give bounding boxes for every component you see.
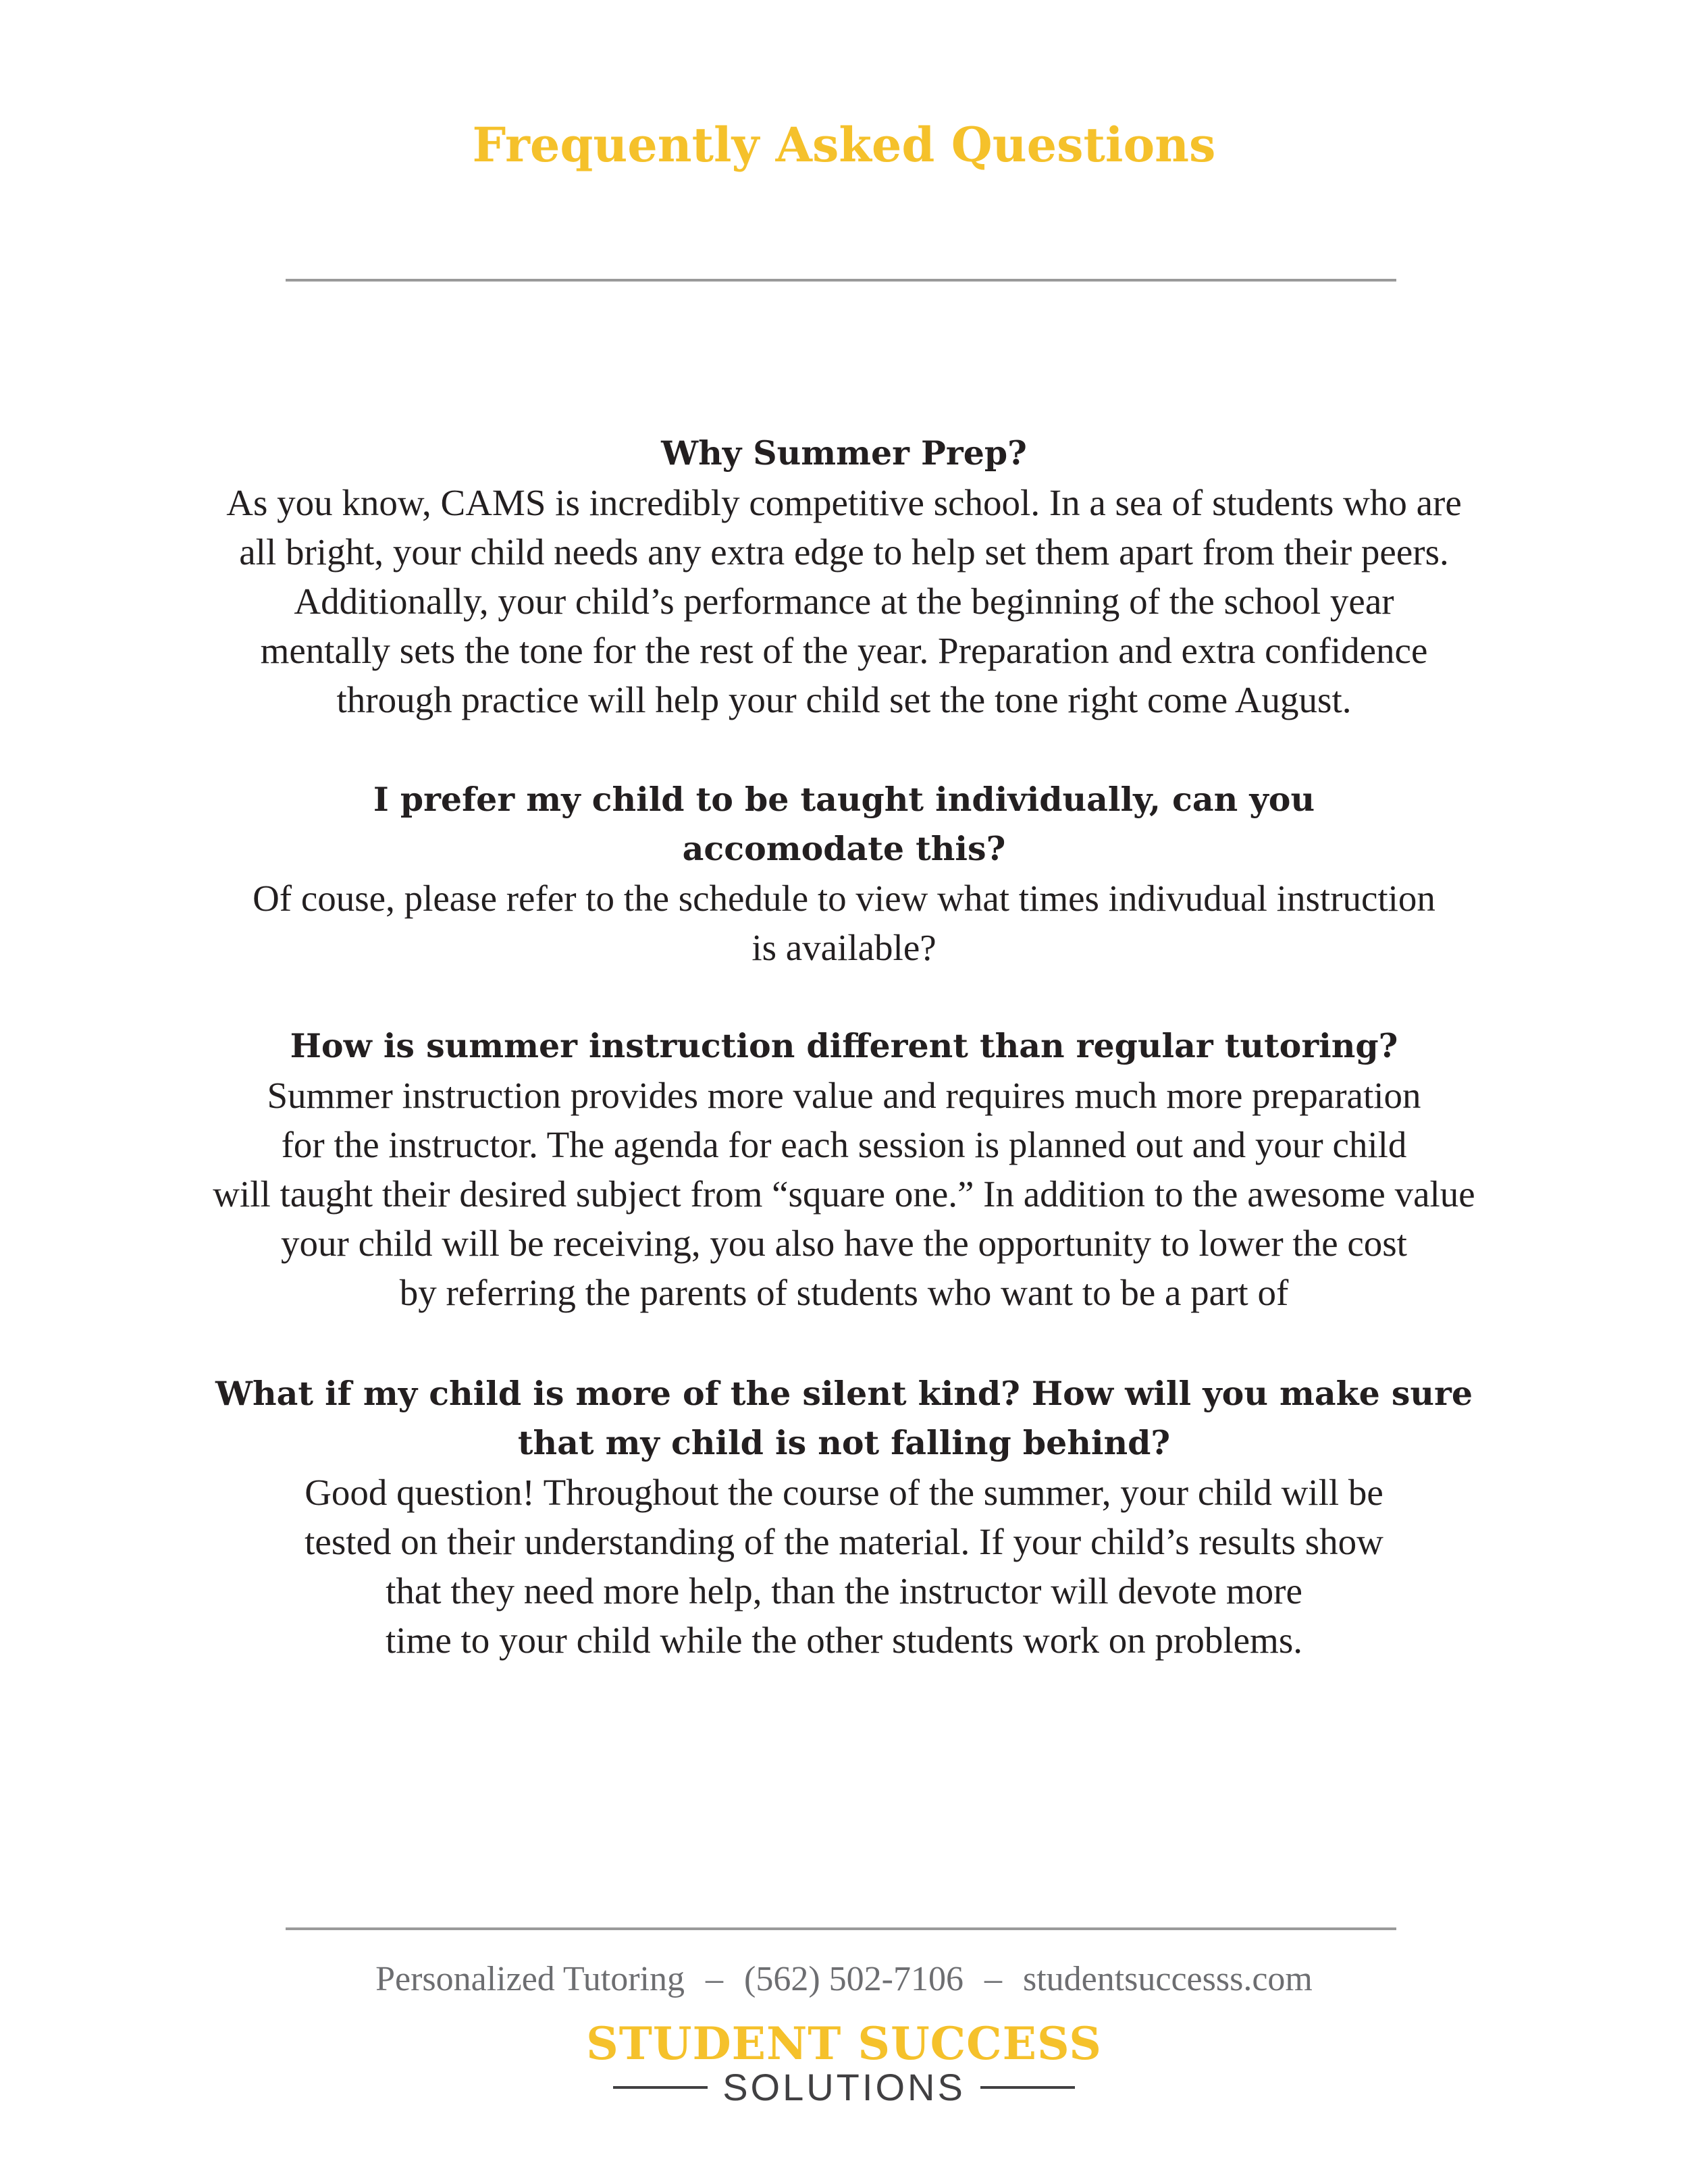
footer-website: studentsuccesss.com: [1022, 1960, 1313, 1998]
logo-line-2: SOLUTIONS: [722, 2066, 966, 2108]
faq-question: [101, 1369, 1587, 1468]
faq-answer-line: will taught their desired subject from “square one.” In addition to the awesome value: [213, 1173, 1475, 1215]
faq-question-line: I prefer my child to be taught individually, can you: [373, 780, 1315, 819]
faq-answer-line: all bright, your child needs any extra edge to help set them apart from their peers.: [239, 531, 1449, 572]
faq-item-silent-kind: [101, 1369, 1587, 1665]
faq-question: [101, 1021, 1587, 1071]
faq-answer-line: through practice will help your child set the tone right come August.: [336, 679, 1352, 720]
faq-question-line: that my child is not falling behind?: [517, 1423, 1171, 1462]
faq-answer-line: mentally sets the tone for the rest of the year. Preparation and extra confidence: [260, 630, 1428, 671]
faq-question-line: How is summer instruction different than regular tutoring?: [290, 1026, 1398, 1065]
faq-answer-line: Additionally, your child’s performance at the beginning of the school year: [294, 581, 1394, 622]
faq-answer-line: that they need more help, than the instructor will devote more: [386, 1570, 1302, 1612]
footer-tagline: Personalized Tutoring: [375, 1960, 685, 1998]
faq-answer: [101, 1071, 1587, 1317]
top-divider: [286, 279, 1396, 282]
faq-answer: [101, 874, 1587, 972]
footer-separator: –: [706, 1960, 723, 1998]
logo-left-rule: [613, 2086, 708, 2089]
faq-question-line: What if my child is more of the silent kind? How will you make sure: [215, 1374, 1473, 1413]
faq-answer-line: your child will be receiving, you also have the opportunity to lower the cost: [281, 1223, 1407, 1264]
footer-phone: (562) 502-7106: [744, 1960, 964, 1998]
page-title: Frequently Asked Questions: [472, 117, 1216, 173]
faq-question: [101, 429, 1587, 478]
faq-item-individual-teaching: [101, 775, 1587, 972]
faq-answer-line: for the instructor. The agenda for each session is planned out and your child: [281, 1124, 1407, 1165]
bottom-divider: [286, 1927, 1396, 1930]
faq-answer-line: time to your child while the other students work on problems.: [386, 1620, 1302, 1661]
faq-answer-line: by referring the parents of students who want to be a part of: [399, 1272, 1289, 1313]
company-logo: [0, 2019, 1688, 2109]
faq-answer-line: Summer instruction provides more value and requires much more preparation: [267, 1075, 1421, 1116]
faq-question-line: accomodate this?: [682, 829, 1006, 868]
logo-right-rule: [980, 2086, 1075, 2089]
faq-answer-line: Good question! Throughout the course of the summer, your child will be: [305, 1472, 1383, 1513]
logo-line-1: STUDENT SUCCESS: [586, 2017, 1102, 2070]
faq-item-why-summer-prep: [101, 429, 1587, 724]
faq-answer-line: is available?: [751, 927, 937, 968]
faq-question-line: Why Summer Prep?: [661, 433, 1027, 473]
faq-question: [101, 775, 1587, 874]
faq-answer-line: Of couse, please refer to the schedule to view what times indivudual instruction: [253, 878, 1435, 919]
faq-answer-line: As you know, CAMS is incredibly competitive school. In a sea of students who are: [226, 482, 1462, 523]
footer-contact: [0, 1956, 1688, 2003]
footer-separator: –: [984, 1960, 1002, 1998]
faq-answer-line: tested on their understanding of the material. If your child’s results show: [305, 1521, 1383, 1562]
logo-line-2-row: [0, 2066, 1688, 2109]
faq-answer: [101, 478, 1587, 724]
faq-answer: [101, 1468, 1587, 1665]
faq-item-summer-vs-regular: [101, 1021, 1587, 1317]
